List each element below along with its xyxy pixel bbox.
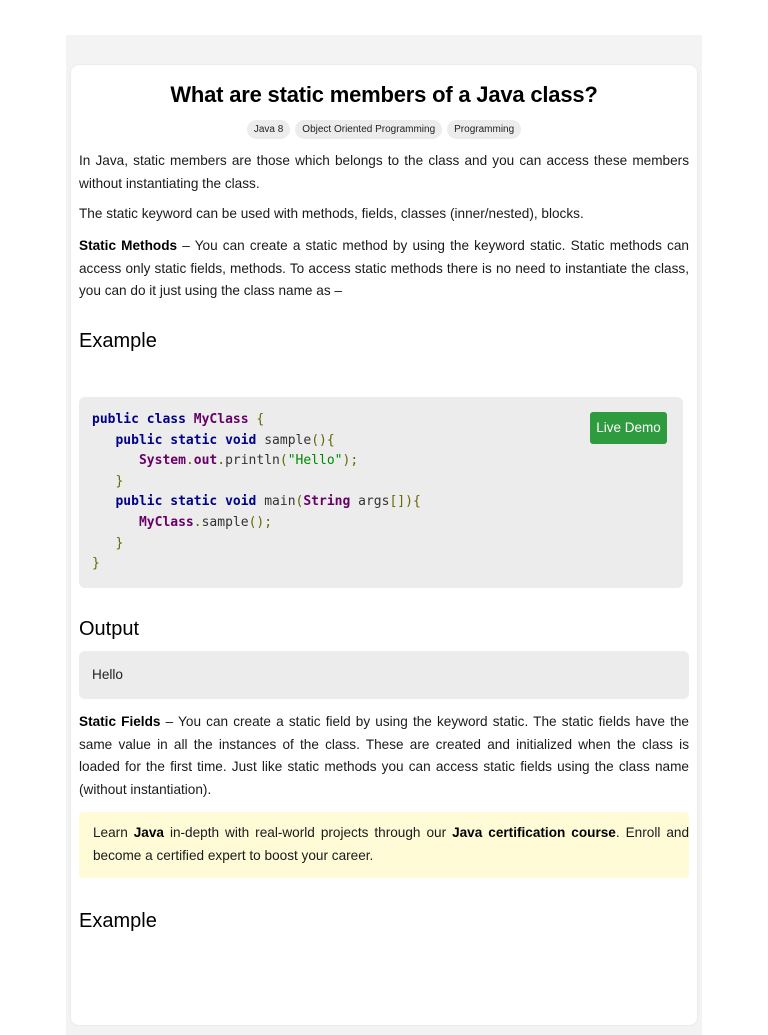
static-methods-term: Static Methods — [79, 238, 178, 253]
code-token: MyClass — [193, 412, 249, 427]
promo-mid: in-depth with real-world projects through our — [163, 825, 453, 840]
code-line — [92, 412, 264, 427]
tag-programming[interactable]: Programming — [447, 120, 521, 139]
code-token: . — [193, 514, 202, 530]
code-token: static — [170, 432, 218, 448]
code-token: MyClass — [138, 514, 194, 530]
static-fields-text: – You can create a static field by using the keyword static. The static fields have the same value in all the instances of the class. These are created and initialized when the class is loaded for the first time. Just like static methods you can access static fields using the class name (without instantiation). — [79, 714, 689, 797]
static-fields-paragraph — [79, 711, 689, 801]
page-title: What are static members of a Java class? — [170, 82, 598, 107]
tag-oop[interactable]: Object Oriented Programming — [295, 120, 442, 139]
static-methods-paragraph — [79, 235, 689, 303]
example-heading-1: Example — [79, 330, 157, 352]
code-token: public — [115, 494, 163, 510]
static-fields-term: Static Fields — [79, 714, 161, 729]
code-line: public static void main(String args[]){ — [115, 494, 421, 510]
code-token: (){ — [311, 432, 335, 448]
code-token: } — [115, 473, 124, 489]
code-token: } — [92, 556, 100, 572]
code-token: out — [193, 453, 218, 469]
code-token: public — [92, 412, 139, 427]
static-methods-text: – You can create a static method by using the keyword static. Static methods can access only static fields, methods. To access static methods there is no need to instantiate the class, you can do it just using the class name as – — [79, 238, 689, 298]
code-token: ); — [342, 453, 359, 469]
code-token: } — [115, 535, 124, 551]
code-line — [92, 474, 123, 489]
code-token: class — [146, 412, 186, 427]
code-token: void — [225, 494, 257, 510]
example-heading-2: Example — [79, 910, 157, 932]
code-line — [92, 556, 100, 571]
code-listing — [92, 410, 421, 575]
output-text: Hello — [92, 667, 123, 682]
intro-paragraph-2: The static keyword can be used with methods, fields, classes (inner/nested), blocks. — [79, 206, 584, 221]
code-token: . — [217, 453, 226, 469]
code-token: public — [115, 432, 163, 448]
code-line: MyClass.sample(); — [138, 514, 273, 530]
output-block — [79, 651, 689, 699]
code-line: System.out.println("Hello"); — [138, 453, 359, 469]
code-token: (); — [248, 514, 273, 530]
code-token: ( — [279, 453, 288, 469]
code-token: System — [138, 453, 186, 469]
code-token: ( — [295, 494, 304, 510]
code-line: public static void sample(){ — [115, 432, 335, 448]
promo-post: . Enroll and become a certified expert to boost your career. — [93, 825, 689, 863]
promo-pre: Learn — [93, 825, 134, 840]
live-demo-button[interactable]: Live Demo — [590, 412, 667, 444]
code-token: String — [303, 494, 351, 510]
code-token: static — [170, 494, 218, 510]
tag-java-8[interactable]: Java 8 — [247, 120, 290, 139]
code-token: "Hello" — [287, 453, 343, 469]
java-course-link[interactable]: Java certification course — [452, 825, 616, 840]
code-line — [92, 536, 123, 551]
output-heading: Output — [79, 618, 140, 640]
tag-list — [71, 120, 697, 139]
intro-paragraph-1: In Java, static members are those which belongs to the class and you can access these members without instantiating the class. — [79, 153, 689, 191]
code-token: . — [185, 453, 194, 469]
java-link[interactable]: Java — [133, 825, 164, 840]
code-token: { — [256, 412, 265, 427]
code-token: []){ — [389, 494, 421, 510]
promo-text — [93, 822, 689, 867]
code-token: void — [225, 432, 257, 448]
